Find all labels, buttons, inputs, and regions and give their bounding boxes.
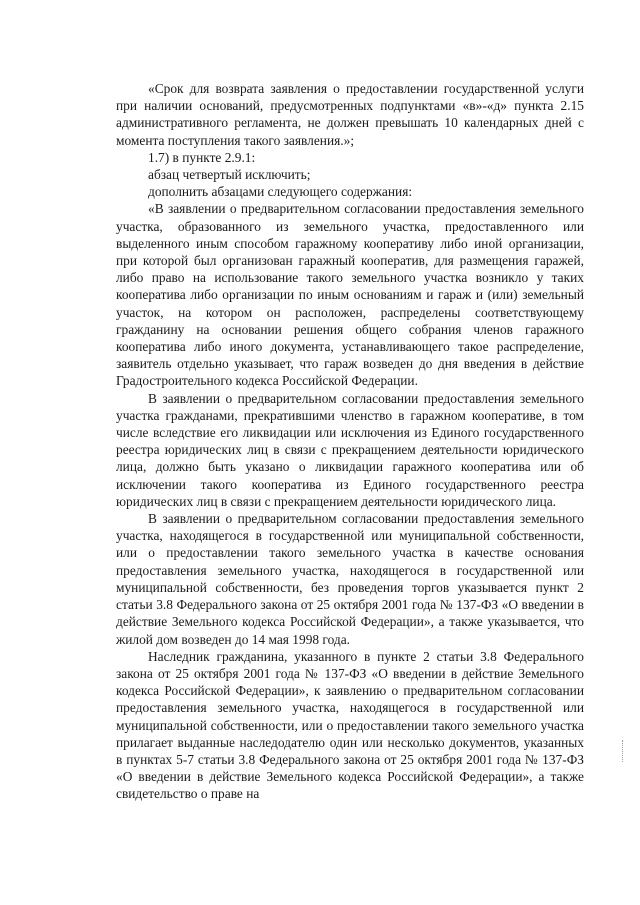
margin-scan-mark [622,740,624,762]
paragraph-garage-cooperative: «В заявлении о предварительном согласовании предоставления земельного участка, образованного из земельного участка, предоставленного или выделенного иным способом гаражному кооперативу либо иной организации, при которой был организован гаражный кооператив, для размещения гаражей, либо право на использование такого земельного участка возникло у таких кооператива либо организации по иным основаниям и гараж и (или) земельный участок, на котором он расположен, распределены соответствующему гражданину на основании решения общего собрания членов гаражного кооператива либо иного документа, устанавливающего такое распределение, заявитель отдельно указывает, что гараж возведен до дня введения в действие Градостроительного кодекса Российской Федерации. [116,201,584,389]
paragraph-basis-article-3-8: В заявлении о предварительном согласовании предоставления земельного участка, находящегося в государственной или муниципальной собственности, или о предоставлении такого земельного участка в качестве основания предоставления земельного участка, находящегося в государственной или муниципальной собственности, без проведения торгов указывается пункт 2 статьи 3.8 Федерального закона от 25 октября 2001 года № 137-ФЗ «О введении в действие Земельного кодекса Российской Федерации», а также указывается, что жилой дом возведен до 14 мая 1998 года. [116,511,584,647]
paragraph-former-members: В заявлении о предварительном согласовании предоставления земельного участка гражданами, прекратившими членство в гаражном кооперативе, в том числе вследствие его ликвидации или исключения из Единого государственного реестра юридических лиц в связи с прекращением деятельности юридического лица, должно быть указано о ликвидации гаражного кооператива или об исключении такого кооператива из Единого государственного реестра юридических лиц в связи с прекращением деятельности юридического лица. [116,390,584,509]
paragraph-deadline-quote: «Срок для возврата заявления о предоставлении государственной услуги при наличии оснований, предусмотренных подпунктами «в»-«д» пункта 2.15 административного регламента, не должен превышать 10 календарных дней с момента поступления такого заявления.»; [116,81,584,148]
document-body [116,80,584,803]
paragraph-add-following: дополнить абзацами следующего содержания: [148,184,413,200]
paragraph-heir: Наследник гражданина, указанного в пункте 2 статьи 3.8 Федерального закона от 25 октября 2001 года № 137-ФЗ «О введении в действие Земельного кодекса Российской Федерации», к заявлению о предварительном согласовании предоставления земельного участка, находящегося в государственной или муниципальной собственности, или о предоставлении такого земельного участка прилагает выданные наследодателю один или несколько документов, указанных в пунктах 5-7 статьи 3.8 Федерального закона от 25 октября 2001 года № 137-ФЗ «О введении в действие Земельного кодекса Российской Федерации», а также свидетельство о праве на [116,648,584,802]
paragraph-remove-fourth: абзац четвертый исключить; [148,167,311,183]
paragraph-item-1-7: 1.7) в пункте 2.9.1: [148,149,256,165]
